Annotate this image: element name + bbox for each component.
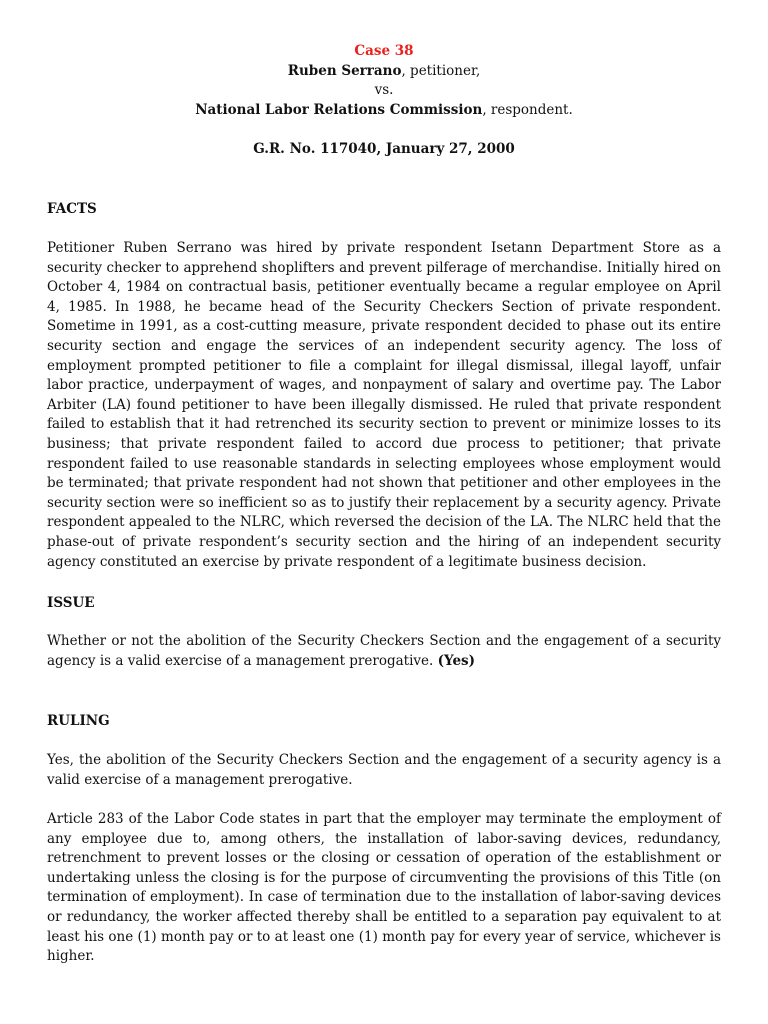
ruling-heading: RULING xyxy=(47,713,110,729)
case-label: Case 38 xyxy=(354,43,414,59)
petitioner-line xyxy=(0,62,768,82)
ruling-paragraph-1: Yes, the abolition of the Security Checkers Section and the engagement of a security agency is a valid exercise of a management prerogative. xyxy=(47,752,721,788)
ruling-paragraph-2: Article 283 of the Labor Code states in part that the employer may terminate the employment of any employee due to, among others, the installation of labor-saving devices, redundancy, retrenchment to prevent losses or the closing or cessation of operation of the establishment or undertaking unless the closing is for the purpose of circumventing the provisions of this Title (on termination of employment). In case of termination due to the installation of labor-saving devices or redundancy, the worker affected thereby shall be entitled to a separation pay equivalent to at least his one (1) month pay or to at least one (1) month pay for every year of service, whichever is higher. xyxy=(47,811,721,965)
facts-paragraph: Petitioner Ruben Serrano was hired by private respondent Isetann Department Store as a security checker to apprehend shoplifters and prevent pilferage of merchandise. Initially hired on October 4, 1984 on contractual basis, petitioner eventually became a regular employee on April 4, 1985. In 1988, he became head of the Security Checkers Section of private respondent. Sometime in 1991, as a cost-cutting measure, private respondent decided to phase out its entire security section and engage the services of an independent security agency. The loss of employment prompted petitioner to file a complaint for illegal dismissal, illegal layoff, unfair labor practice, underpayment of wages, and nonpayment of salary and overtime pay. The Labor Arbiter (LA) found petitioner to have been illegally dismissed. He ruled that private respondent failed to establish that it had retrenched its security section to prevent or minimize losses to its business; that private respondent failed to accord due process to petitioner; that private respondent failed to use reasonable standards in selecting employees whose employment would be terminated; that private respondent had not shown that petitioner and other employees in the security section were so inefficient so as to justify their replacement by a security agency. Private respondent appealed to the NLRC, which reversed the decision of the LA. The NLRC held that the phase-out of private respondent’s security section and the hiring of an independent security agency constituted an exercise by private respondent of a legitimate business decision. xyxy=(47,240,721,570)
facts-heading: FACTS xyxy=(47,201,97,217)
issue-answer: (Yes) xyxy=(437,652,476,669)
issue-paragraph xyxy=(47,632,721,671)
header-spacer xyxy=(0,120,768,140)
issue-heading: ISSUE xyxy=(47,595,95,611)
respondent-name: National Labor Relations Commission xyxy=(195,101,483,118)
respondent-role: , respondent. xyxy=(482,101,573,118)
gr-number: G.R. No. 117040, January 27, 2000 xyxy=(253,140,515,157)
petitioner-role: , petitioner, xyxy=(401,62,481,79)
issue-text: Whether or not the abolition of the Security Checkers Section and the engagement of a security agency is a valid exercise of a management prerogative. xyxy=(47,633,721,669)
case-header xyxy=(0,42,768,160)
versus-line: vs. xyxy=(374,82,394,99)
respondent-line xyxy=(0,101,768,121)
petitioner-name: Ruben Serrano xyxy=(287,62,402,79)
